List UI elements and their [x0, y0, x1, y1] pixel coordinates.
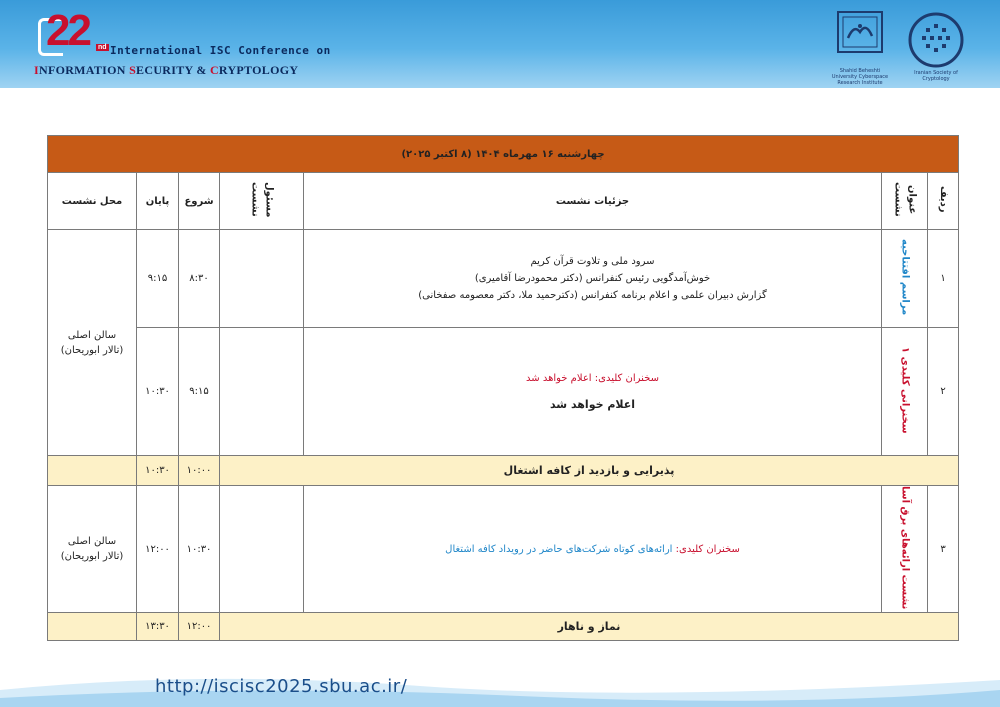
table-row: [48, 328, 959, 456]
conference-title-line2: INFORMATION SECURITY & CRYPTOLOGY: [34, 63, 299, 77]
detail-line: خوش‌آمدگویی رئیس کنفرانس (دکتر محمودرضا آقامیری): [474, 273, 711, 284]
detail-line: گزارش دبیران علمی و اعلام برنامه کنفرانس (دکترحمید ملا، دکتر معصومه صفخانی): [418, 290, 767, 301]
edition-suffix: nd: [98, 44, 107, 51]
session-title: سخنرانی کلیدی ۱: [882, 328, 928, 456]
schedule-title: چهارشنبه ۱۶ مهرماه ۱۴۰۴ (۸ اکتبر ۲۰۲۵): [48, 136, 959, 173]
start-time: ۹:۱۵: [179, 328, 220, 456]
table-row: [48, 230, 959, 328]
session-chair: [220, 486, 304, 613]
col-header-start: شروع: [179, 173, 220, 230]
keynote-line: سخنران کلیدی: اعلام خواهد شد: [526, 372, 659, 384]
venue-empty: [48, 456, 137, 486]
society-logo-caption: Iranian Society of Cryptology: [914, 70, 958, 82]
edition-number: 22: [46, 6, 89, 55]
session-chair: [220, 230, 304, 328]
session-details: [304, 230, 882, 328]
end-time: ۱۳:۳۰: [137, 613, 179, 641]
session-details: [304, 486, 882, 613]
start-time: ۱۰:۳۰: [179, 486, 220, 613]
university-logo-caption: Shahid Beheshti University Cyberspace Research Institute: [831, 68, 889, 86]
col-header-venue: محل نشست: [48, 173, 137, 230]
row-number: ۱: [928, 230, 959, 328]
row-number: ۳: [928, 486, 959, 613]
break-row: [48, 456, 959, 486]
keynote-line: سخنران کلیدی: ارائه‌های کوتاه شرکت‌های حاضر در رویداد کافه اشتغال: [445, 543, 740, 555]
conference-title-line1: International ISC Conference on: [110, 44, 331, 57]
table-row: [48, 486, 959, 613]
keynote-title: اعلام خواهد شد: [549, 397, 636, 411]
venue-empty: [48, 613, 137, 641]
start-time: ۱۲:۰۰: [179, 613, 220, 641]
session-title: مراسم افتتاحیه: [882, 230, 928, 328]
university-logo-icon: [836, 10, 884, 68]
society-logo-icon: [906, 10, 966, 70]
start-time: ۱۰:۰۰: [179, 456, 220, 486]
break-label: پذیرایی و بازدید از کافه اشتغال: [220, 456, 959, 486]
session-details: [304, 328, 882, 456]
col-header-session-title: عنوان نشست: [882, 173, 928, 230]
col-header-end: پایان: [137, 173, 179, 230]
row-number: ۲: [928, 328, 959, 456]
col-header-row: ردیف: [928, 173, 959, 230]
venue: سالن اصلی (تالار ابوریحان): [48, 486, 137, 613]
session-chair: [220, 328, 304, 456]
end-time: ۱۲:۰۰: [137, 486, 179, 613]
col-header-chair: مسئول نشست: [220, 173, 304, 230]
detail-line: سرود ملی و تلاوت قرآن کریم: [530, 256, 655, 267]
col-header-details: جزئیات نشست: [304, 173, 882, 230]
session-title: نشست ارائه‌های برق آسا: [882, 486, 928, 613]
footer-wave-decoration: [0, 650, 1000, 707]
venue: سالن اصلی (تالار ابوریحان): [48, 230, 137, 456]
schedule-table: [47, 135, 959, 641]
break-row: [48, 613, 959, 641]
end-time: ۱۰:۳۰: [137, 456, 179, 486]
start-time: ۸:۳۰: [179, 230, 220, 328]
end-time: ۱۰:۳۰: [137, 328, 179, 456]
conference-website-link[interactable]: http://iscisc2025.sbu.ac.ir/: [155, 676, 408, 697]
break-label: نماز و ناهار: [220, 613, 959, 641]
conference-edition-logo: [38, 6, 110, 60]
end-time: ۹:۱۵: [137, 230, 179, 328]
